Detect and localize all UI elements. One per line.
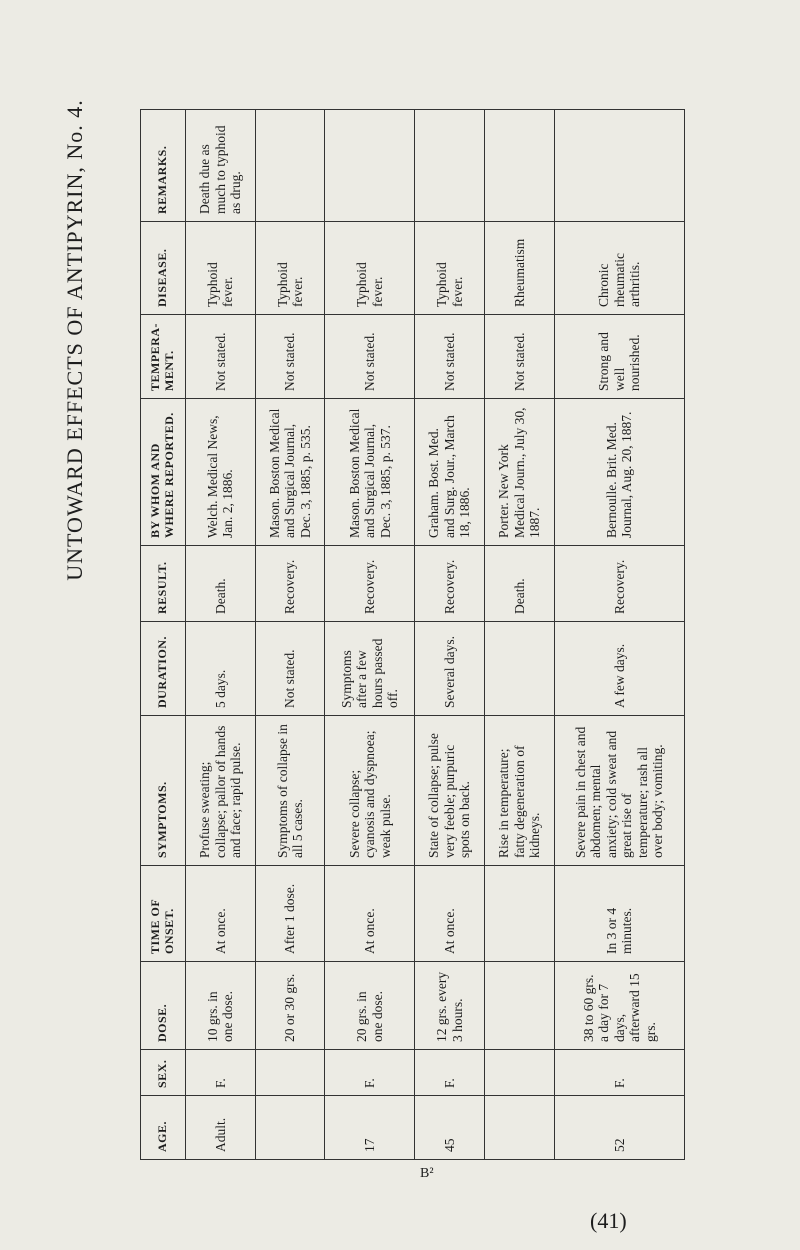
cell-disease: Typhoid fever. xyxy=(325,222,415,315)
cell-sex: F. xyxy=(415,1050,485,1096)
table-row xyxy=(255,110,325,1160)
cell-result: Recovery. xyxy=(415,546,485,622)
cell-symptoms: Severe collapse; cyanosis and dyspnoea; weak pulse. xyxy=(325,716,415,866)
header-reported: BY WHOM AND WHERE REPORTED. xyxy=(141,399,186,546)
cell-disease: Rheumatism xyxy=(484,222,554,315)
header-symptoms: SYMPTOMS. xyxy=(141,716,186,866)
cell-dose: 20 or 30 grs. xyxy=(255,962,325,1050)
cell-sex xyxy=(484,1050,554,1096)
header-age: AGE. xyxy=(141,1096,186,1160)
cell-result: Recovery. xyxy=(255,546,325,622)
cell-age: 52 xyxy=(554,1096,684,1160)
cell-reported: Porter. New York Medical Journ., July 30, 1887. xyxy=(484,399,554,546)
cell-remarks xyxy=(554,110,684,222)
cell-age: Adult. xyxy=(186,1096,256,1160)
cell-onset: At once. xyxy=(415,866,485,962)
signature-mark: B² xyxy=(420,1166,434,1181)
antipyrin-table xyxy=(140,109,685,1160)
table-row xyxy=(325,110,415,1160)
cell-temperament: Not stated. xyxy=(415,315,485,399)
cell-duration: Several days. xyxy=(415,622,485,716)
cell-result: Death. xyxy=(484,546,554,622)
cell-sex: F. xyxy=(186,1050,256,1096)
header-sex: SEX. xyxy=(141,1050,186,1096)
cell-remarks xyxy=(255,110,325,222)
cell-duration: Not stated. xyxy=(255,622,325,716)
cell-temperament: Not stated. xyxy=(484,315,554,399)
cell-reported: Welch. Medical News, Jan. 2, 1886. xyxy=(186,399,256,546)
cell-temperament: Not stated. xyxy=(186,315,256,399)
cell-reported: Mason. Boston Medical and Surgical Journal, Dec. 3, 1885, p. 535. xyxy=(255,399,325,546)
cell-onset xyxy=(484,866,554,962)
cell-disease: Typhoid fever. xyxy=(186,222,256,315)
cell-symptoms: State of collapse; pulse very feeble; purpuric spots on back. xyxy=(415,716,485,866)
cell-disease: Typhoid fever. xyxy=(415,222,485,315)
cell-sex: F. xyxy=(325,1050,415,1096)
cell-onset: After 1 dose. xyxy=(255,866,325,962)
cell-remarks: Death due as much to typhoid as drug. xyxy=(186,110,256,222)
cell-dose: 10 grs. in one dose. xyxy=(186,962,256,1050)
rotated-table-wrapper xyxy=(140,110,685,1160)
cell-sex: F. xyxy=(554,1050,684,1096)
cell-reported: Graham. Bost. Med. and Surg. Jour., March 18, 1886. xyxy=(415,399,485,546)
cell-age: 45 xyxy=(415,1096,485,1160)
header-remarks: REMARKS. xyxy=(141,110,186,222)
cell-onset: At once. xyxy=(186,866,256,962)
cell-remarks xyxy=(325,110,415,222)
cell-disease: Chronic rheumatic arthritis. xyxy=(554,222,684,315)
table-row xyxy=(554,110,684,1160)
cell-temperament: Not stated. xyxy=(325,315,415,399)
cell-temperament: Not stated. xyxy=(255,315,325,399)
cell-reported: Bernoulle. Brit. Med. Journal, Aug. 20, 1887. xyxy=(554,399,684,546)
header-onset: TIME OF ONSET. xyxy=(141,866,186,962)
header-result: RESULT. xyxy=(141,546,186,622)
cell-age xyxy=(484,1096,554,1160)
header-disease: DISEASE. xyxy=(141,222,186,315)
cell-symptoms: Profuse sweating; collapse; pallor of hands and face; rapid pulse. xyxy=(186,716,256,866)
cell-result: Recovery. xyxy=(325,546,415,622)
cell-duration xyxy=(484,622,554,716)
table-row xyxy=(415,110,485,1160)
cell-duration: A few days. xyxy=(554,622,684,716)
cell-result: Recovery. xyxy=(554,546,684,622)
cell-duration: Symptoms after a few hours passed off. xyxy=(325,622,415,716)
cell-remarks xyxy=(484,110,554,222)
cell-onset: In 3 or 4 minutes. xyxy=(554,866,684,962)
cell-temperament: Strong and well nourished. xyxy=(554,315,684,399)
cell-age xyxy=(255,1096,325,1160)
cell-remarks xyxy=(415,110,485,222)
cell-dose: 20 grs. in one dose. xyxy=(325,962,415,1050)
table-row xyxy=(484,110,554,1160)
table-row xyxy=(186,110,256,1160)
cell-sex xyxy=(255,1050,325,1096)
cell-dose: 12 grs. every 3 hours. xyxy=(415,962,485,1050)
header-dose: DOSE. xyxy=(141,962,186,1050)
cell-symptoms: Severe pain in chest and abdomen; mental anxiety; cold sweat and great rise of temperature; rash all over body; vomiting. xyxy=(554,716,684,866)
cell-result: Death. xyxy=(186,546,256,622)
cell-disease: Typhoid fever. xyxy=(255,222,325,315)
cell-duration: 5 days. xyxy=(186,622,256,716)
header-temperament: TEMPERA-MENT. xyxy=(141,315,186,399)
header-row xyxy=(141,110,186,1160)
cell-age: 17 xyxy=(325,1096,415,1160)
cell-symptoms: Rise in temperature; fatty degeneration of kidneys. xyxy=(484,716,554,866)
page-title: UNTOWARD EFFECTS OF ANTIPYRIN, No. 4. xyxy=(62,99,87,581)
cell-reported: Mason. Boston Medical and Surgical Journal, Dec. 3, 1885, p. 537. xyxy=(325,399,415,546)
cell-symptoms: Symptoms of collapse in all 5 cases. xyxy=(255,716,325,866)
cell-dose: 38 to 60 grs. a day for 7 days, afterward 15 grs. xyxy=(554,962,684,1050)
page-number: (41) xyxy=(590,1208,627,1233)
cell-dose xyxy=(484,962,554,1050)
cell-onset: At once. xyxy=(325,866,415,962)
header-duration: DURATION. xyxy=(141,622,186,716)
